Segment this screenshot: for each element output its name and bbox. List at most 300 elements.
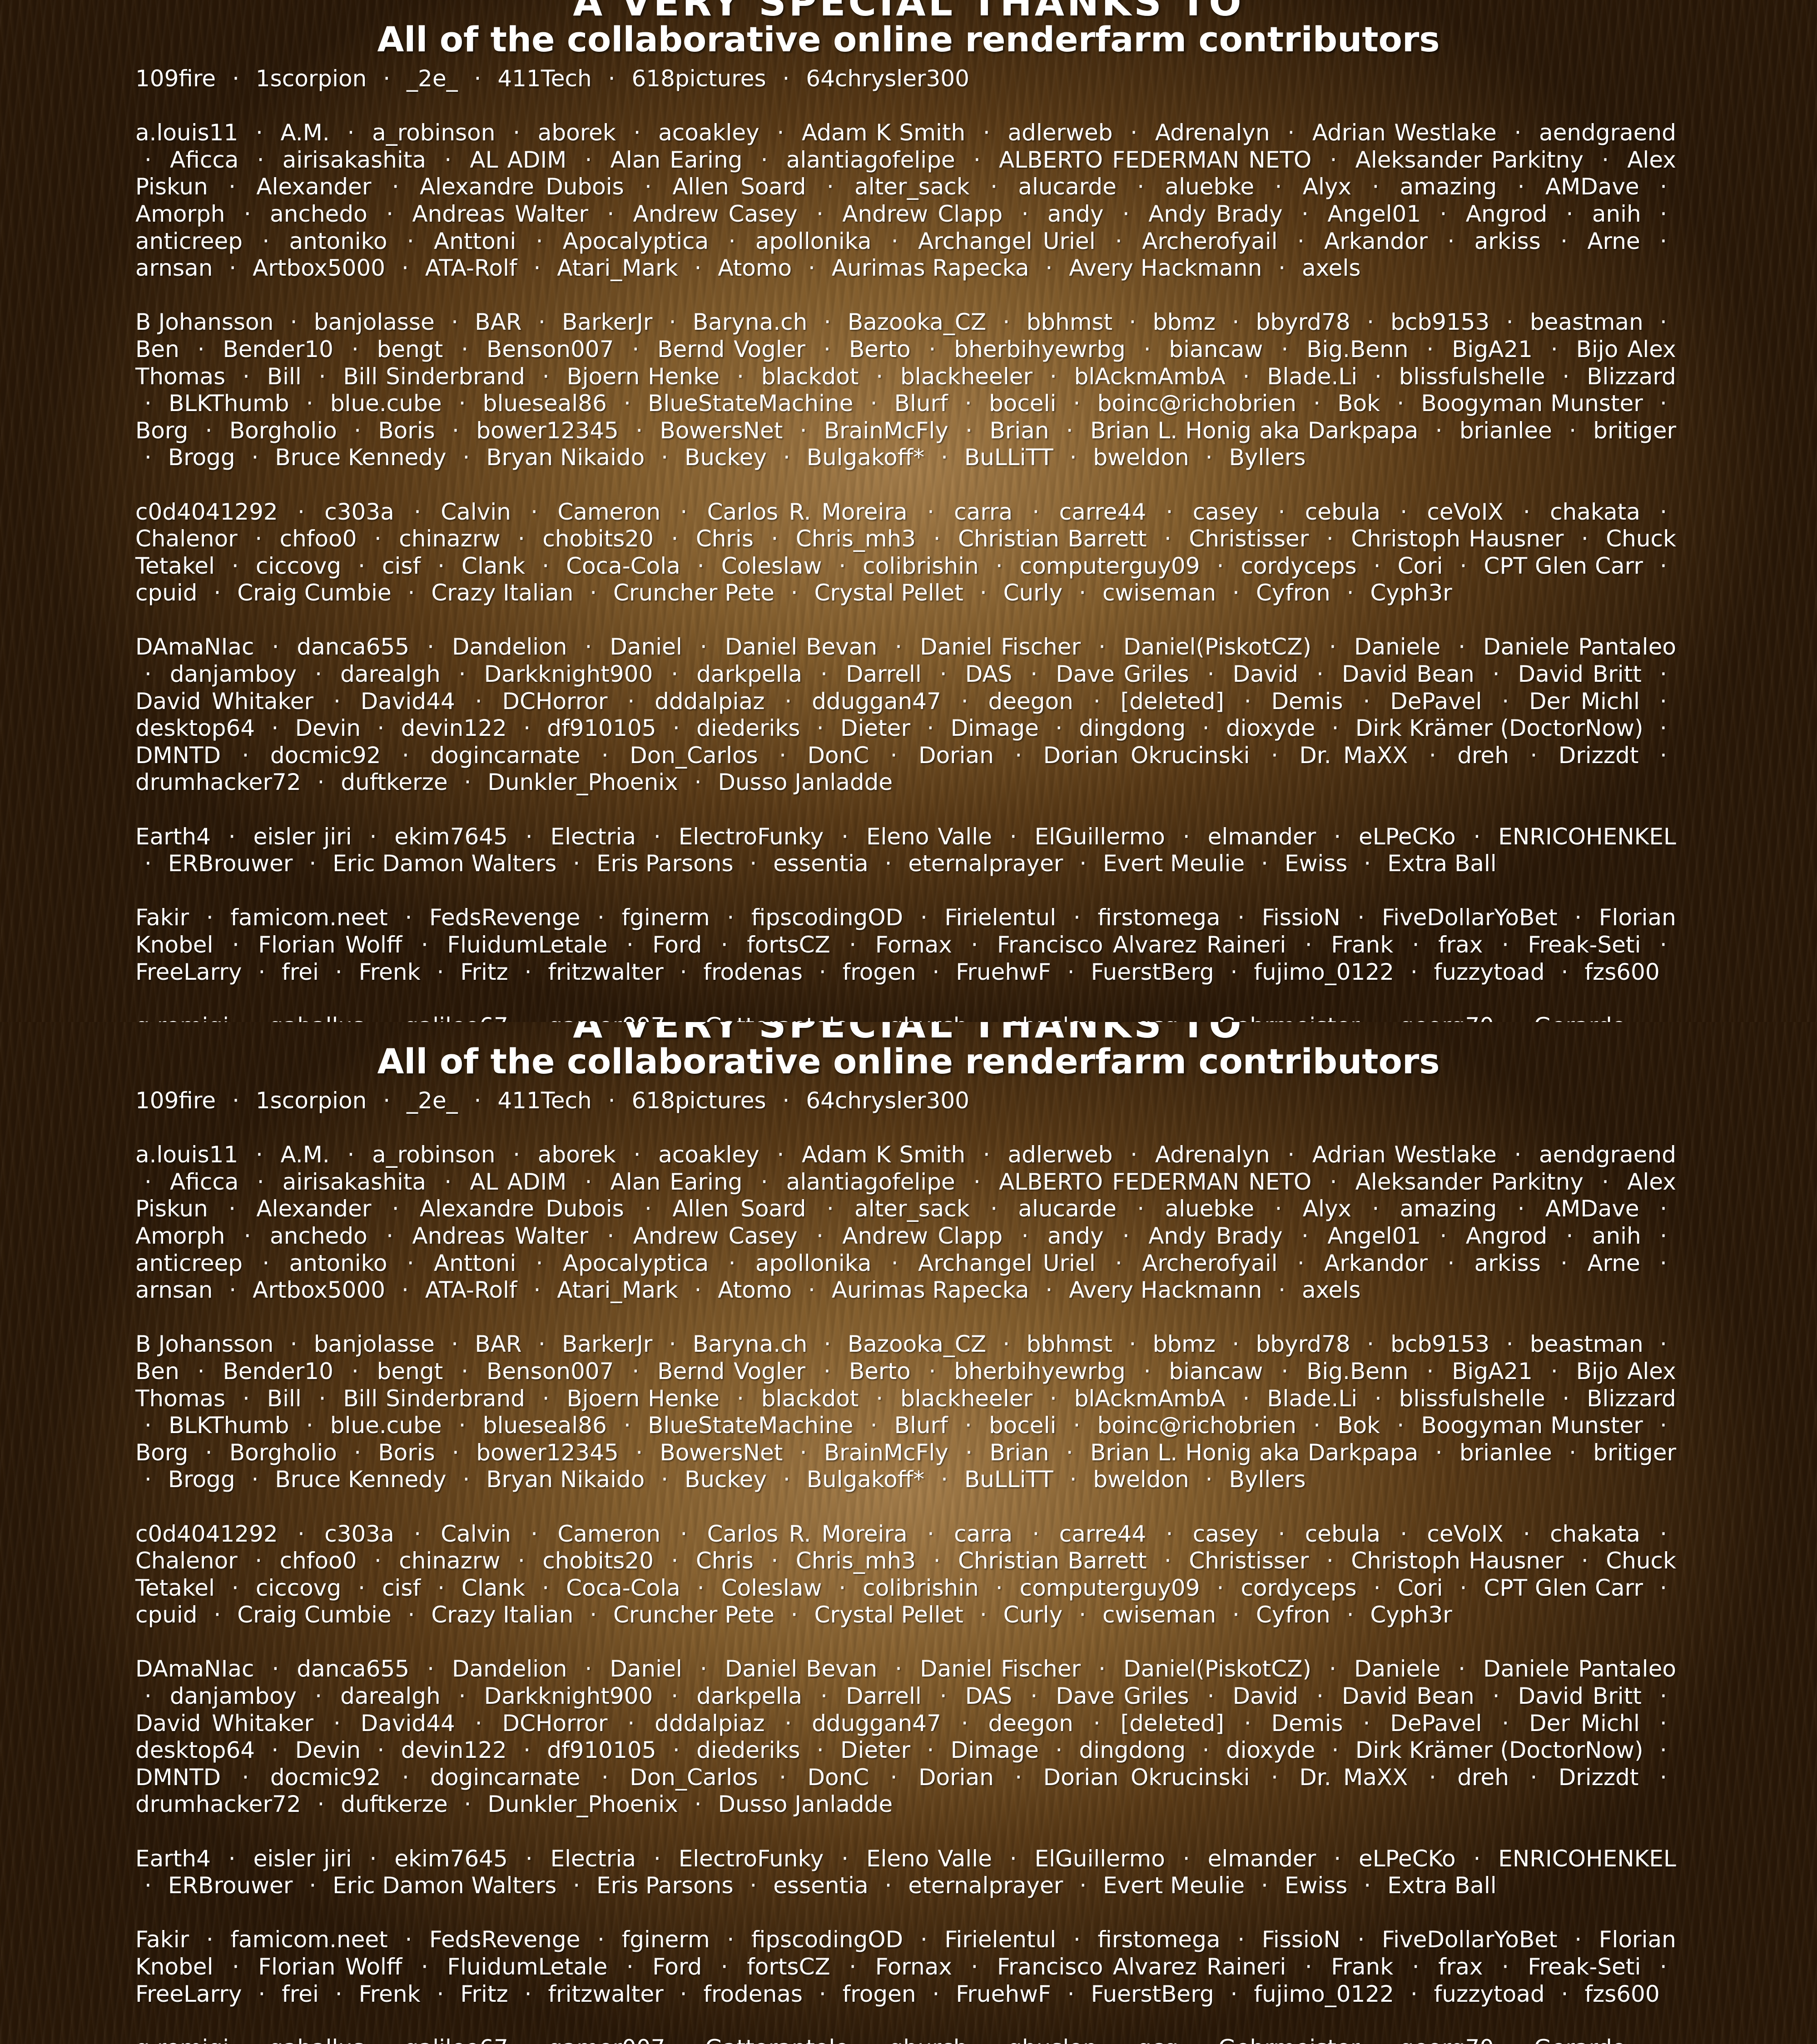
name-separator: · [345,1439,370,1466]
name-separator: · [1269,255,1295,281]
name-separator: · [300,850,325,877]
name-separator: · [527,228,552,254]
contributor-name: Chris_mh3 [796,1548,916,1574]
contributor-name: Allen Soard [672,1196,806,1222]
contributor-name: Artbox5000 [253,1277,385,1303]
name-separator: · [1651,553,1676,579]
name-separator: · [1292,201,1318,227]
contributor-name: anticreep [135,228,243,254]
name-separator: · [660,1331,685,1357]
contributor-name: ATA-Rolf [425,1277,517,1303]
name-separator: · [1493,688,1518,714]
name-separator: · [135,147,161,173]
name-separator: · [247,119,272,146]
contributor-name: ERBrouwer [168,850,293,877]
name-separator: · [374,65,399,92]
name-separator: · [1560,417,1585,444]
name-separator: · [398,1250,423,1276]
name-separator: · [981,1196,1007,1222]
name-separator: · [1354,1710,1379,1736]
name-separator: · [1292,1223,1318,1249]
contributor-name: Calvin [441,499,511,525]
contributor-name: Fakir [135,1926,189,1953]
name-separator: · [1509,174,1534,200]
contributor-name: 64chrysler300 [806,65,969,92]
name-separator: · [1505,119,1530,146]
special-thanks-heading: A VERY SPECIAL THANKS TO [0,1022,1817,1047]
contributor-name: elmander [1208,824,1316,850]
name-separator: · [931,661,956,687]
name-separator: · [393,1764,418,1791]
contributor-name: Bruce Kennedy [275,1466,446,1493]
contributor-name: DCHorror [502,1710,608,1736]
special-thanks-heading: A VERY SPECIAL THANKS TO [0,0,1817,25]
name-separator: · [1565,904,1591,931]
name-separator: · [645,1846,670,1872]
contributor-name: biancaw [1169,336,1263,362]
contributor-name: A.M. [281,119,330,146]
contributor-name: Firielentul [944,904,1056,931]
contributor-name: Dorian Okrucinski [1043,1764,1250,1791]
name-separator: · [450,661,475,687]
name-separator: · [876,1872,901,1899]
name-separator: · [1128,1196,1153,1222]
contributor-name: ekim7645 [394,1846,508,1872]
contributor-name: Borg [135,1439,188,1466]
contributor-name: bower12345 [476,417,619,444]
name-separator: · [521,1521,547,1547]
contributor-name: Drizzdt [1559,742,1639,769]
name-separator: · [233,1385,259,1412]
contributor-name: Blade.Li [1267,1385,1357,1412]
contributor-name: ciccovg [256,1575,341,1601]
name-separator: · [135,850,161,877]
name-separator: · [840,1954,865,1980]
name-separator: · [1041,363,1066,390]
contributor-name: biancaw [1169,1358,1263,1384]
contributor-name: FuerstBerg [1091,959,1214,985]
contributor-name: dingdong [1079,1737,1186,1763]
name-separator: · [1304,390,1330,417]
contributor-name: Aficca [170,147,238,173]
name-separator: · [1651,1250,1676,1276]
name-separator: · [671,1981,696,2007]
contributor-name: David Britt [1518,1683,1642,1709]
contributor-name: colibrishin [863,1575,978,1601]
contributor-name: David Britt [1518,661,1642,687]
contributor-name: Andrew Clapp [842,1223,1003,1249]
contributor-name: Boogyman Munster [1421,390,1643,417]
name-separator: · [886,634,911,660]
contributor-name: cebula [1305,1521,1380,1547]
name-separator: · [1651,174,1676,200]
contributor-name: Bok [1337,1412,1380,1439]
contributor-name: DePavel [1390,1710,1482,1736]
name-separator: · [235,1223,260,1249]
contributor-name: Cori [1398,1575,1443,1601]
contributor-name: deegon [988,1710,1073,1736]
contributor-name: bcb9153 [1390,309,1489,335]
name-separator: · [768,119,793,146]
contributor-name: Dr. MaXX [1299,1764,1408,1791]
contributors-heading: All of the collaborative online renderfarm contributors [0,19,1817,60]
contributor-name: Andrew Clapp [842,201,1003,227]
name-separator: · [233,742,258,769]
contributor-name: Dunkler_Phoenix [487,769,678,795]
name-separator: · [324,688,350,714]
contributor-name: Borgholio [229,417,337,444]
name-separator: · [652,1466,677,1493]
contributor-name: Borgholio [229,1439,337,1466]
name-separator: · [964,147,990,173]
contributor-name: Florian Knobel [135,1926,1676,1980]
name-separator: · [882,1250,908,1276]
contributor-name: eisler jiri [253,1846,352,1872]
name-separator: · [685,255,710,281]
name-separator: · [1198,1683,1224,1709]
name-separator: · [581,1602,606,1628]
contributor-name: fuzzytoad [1434,959,1545,985]
name-separator: · [1401,959,1427,985]
contributor-name: bcb9153 [1390,1331,1489,1357]
contributor-name: blissfulshelle [1399,1385,1545,1412]
name-separator: · [1070,580,1095,606]
contributor-name: Chuck Tetakel [135,526,1676,579]
contributor-name: DMNTD [135,1764,221,1791]
contributor-name: Chris [696,1548,754,1574]
contributor-name: ALBERTO FEDERMAN NETO [999,1169,1311,1195]
name-separator: · [1269,1521,1295,1547]
contributor-name: blackdot [761,363,859,390]
name-separator: · [219,1196,245,1222]
contributor-name: diederiks [696,1737,800,1763]
contributor-name: bweldon [1093,1466,1189,1493]
name-separator: · [1493,1710,1518,1736]
contributor-name: Bryan Nikaido [486,444,645,471]
name-separator: · [773,1087,799,1114]
contributor-name: ElGuillermo [1035,824,1165,850]
contributor-name: ENRICOHENKEL [1498,1846,1676,1872]
contributor-name: Crazy Italian [431,580,573,606]
contributor-name: Coleslaw [721,1575,822,1601]
contributor-name: BrainMcFly [824,1439,948,1466]
contributor-name: Angel01 [1327,201,1421,227]
contributor-name: Daniele [1354,634,1440,660]
name-separator: · [576,1656,601,1682]
name-separator: · [1223,580,1249,606]
contributor-name: alantiagofelipe [786,147,955,173]
name-separator: · [1354,688,1379,714]
contributor-name: c303a [324,1521,394,1547]
contributor-name: fujimo_0122 [1254,959,1394,985]
contributor-name: Bender10 [223,1358,333,1384]
contributor-name: Eleno Valle [866,824,992,850]
contributor-name: Aleksander Parkitny [1355,147,1584,173]
name-separator: · [840,932,865,958]
name-separator: · [811,1683,837,1709]
name-separator: · [220,255,245,281]
name-separator: · [450,1412,475,1439]
contributor-name: 1scorpion [256,1087,367,1114]
contributor-name: deegon [988,688,1073,714]
contributor-name: airisakashita [283,1169,426,1195]
name-separator: · [338,119,364,146]
contributor-name: Brogg [168,1466,235,1493]
contributor-name: cordyceps [1241,553,1356,579]
name-separator: · [233,1764,258,1791]
name-separator: · [233,363,259,390]
contributor-name: FissioN [1262,1926,1340,1953]
contributor-name: BLKThumb [169,1412,289,1439]
name-separator: · [923,959,948,985]
name-separator: · [306,661,331,687]
name-separator: · [810,959,835,985]
name-separator: · [396,904,421,931]
contributor-name: Adrian Westlake [1312,1141,1497,1168]
contributor-name: cwiseman [1102,580,1216,606]
name-separator: · [1155,1548,1181,1574]
name-separator: · [782,1602,807,1628]
contributor-name: blue.cube [330,1412,442,1439]
contributor-name: banjolasse [314,1331,435,1357]
contributor-name: Berto [849,336,911,362]
name-separator: · [196,417,222,444]
contributor-name: Allen Soard [672,174,806,200]
name-separator: · [592,742,618,769]
contributor-name: apollonika [755,228,872,254]
contributor-name: devin122 [401,1737,507,1763]
name-separator: · [1089,634,1115,660]
contributor-name: Alan Earing [611,1169,743,1195]
contributor-name: Boris [378,417,435,444]
name-separator: · [1157,1521,1182,1547]
name-separator: · [1355,850,1380,877]
contributor-name: David Bean [1342,661,1474,687]
contributor-name: FiveDollarYoBet [1382,904,1558,931]
contributor-name: Christian Barrett [958,526,1147,552]
name-separator: · [326,1981,352,2007]
contributor-name: Byllers [1229,1466,1306,1493]
contributor-name: 64chrysler300 [806,1087,969,1114]
name-separator: · [455,769,481,795]
name-separator: · [1061,444,1086,471]
contributor-name: Freak-Seti [1528,932,1641,958]
name-separator: · [618,688,644,714]
contributor-name: Baryna.ch [693,1331,808,1357]
contributor-name: 618pictures [631,1087,766,1114]
name-separator: · [204,1602,230,1628]
name-separator: · [281,309,307,335]
contributor-name: a_robinson [372,1141,495,1168]
contributor-name: colibrishin [863,553,978,579]
name-separator: · [533,553,558,579]
name-separator: · [1553,1385,1579,1412]
name-separator: · [1135,1358,1160,1384]
contributor-name: boceli [989,1412,1056,1439]
contributor-name: CPT Glen Carr [1484,1575,1643,1601]
contributor-name: Darkknight900 [484,1683,653,1709]
name-separator: · [529,309,555,335]
name-separator: · [1431,1223,1456,1249]
contributor-name: Francisco Alvarez Raineri [997,1954,1286,1980]
name-separator: · [308,1791,334,1817]
contributor-name: Ford [652,932,702,958]
name-separator: · [1557,201,1583,227]
contributor-name: andy [1048,201,1104,227]
contributor-name: chfoo0 [280,526,357,552]
name-separator: · [377,1223,402,1249]
name-separator: · [405,499,430,525]
contributor-name: Dorian [918,1764,994,1791]
name-separator: · [1363,174,1388,200]
contributor-name: Craig Cumbie [237,1602,391,1628]
name-separator: · [598,1223,623,1249]
name-separator: · [1497,309,1523,335]
name-separator: · [1391,1521,1416,1547]
contributor-name: ENRICOHENKEL [1498,824,1676,850]
contributor-name: Cori [1398,553,1443,579]
name-separator: · [962,932,987,958]
contributor-name: Blizzard [1587,1385,1676,1412]
name-separator: · [219,1846,245,1872]
contributor-name: ElectroFunky [679,1846,824,1872]
name-separator: · [712,932,737,958]
name-separator: · [1070,1872,1096,1899]
name-separator: · [1120,1331,1145,1357]
name-separator: · [345,417,370,444]
contributor-name: Chalenor [135,526,238,552]
contributor-name: arkiss [1474,1250,1541,1276]
name-separator: · [718,1926,743,1953]
name-separator: · [235,201,260,227]
name-separator: · [533,363,559,390]
contributor-name: amazing [1400,1196,1497,1222]
name-separator: · [223,553,248,579]
contributor-name: Blurf [894,1412,948,1439]
name-separator: · [428,1575,454,1601]
name-separator: · [135,1872,161,1899]
contributor-name: Alexander [256,1196,371,1222]
name-separator: · [662,661,687,687]
contributor-name: anih [1592,201,1641,227]
name-separator: · [720,1250,745,1276]
contributor-name: FedsRevenge [429,1926,580,1953]
contributor-name: Archangel Uriel [918,228,1096,254]
contributor-name: DAS [965,1683,1013,1709]
name-separator: · [626,417,652,444]
contributor-name: Evert Meulie [1103,850,1245,877]
contributor-name: Fornax [875,1954,952,1980]
contributor-name: Fakir [135,904,189,931]
name-separator: · [1552,959,1578,985]
contributor-name: blissfulshelle [1399,363,1545,390]
name-separator: · [442,1331,467,1357]
name-separator: · [454,444,479,471]
contributor-name: bbmz [1153,1331,1216,1357]
contributor-name: Clank [462,1575,525,1601]
name-separator: · [1228,1926,1254,1953]
contributor-name: DCHorror [502,688,608,714]
contributor-name: chinazrw [399,526,500,552]
contributor-name: frax [1438,932,1483,958]
name-separator: · [361,1846,386,1872]
contributor-name: blAckmAmbA [1074,363,1226,390]
contributor-name: Coca-Cola [566,1575,680,1601]
name-separator: · [1365,363,1391,390]
contributor-name: Daniele Pantaleo [1483,634,1676,660]
contributor-name: CPT Glen Carr [1484,553,1643,579]
name-separator: · [599,65,625,92]
contributor-name: Alex Piskun [135,147,1676,200]
name-separator: · [685,1277,710,1303]
name-separator: · [1493,1954,1518,1980]
name-separator: · [623,336,648,362]
contributor-name: c0d4041292 [135,1521,278,1547]
contributor-name: Daniel Fischer [920,634,1081,660]
contributor-name: DAS [965,661,1013,687]
contributor-name: Daniel(PiskotCZ) [1123,1656,1311,1682]
name-separator: · [428,553,454,579]
name-separator: · [1064,904,1090,931]
contributor-name: Daniele [1354,1656,1440,1682]
name-separator: · [1593,147,1618,173]
contributor-name: Fritz [460,1981,508,2007]
contributor-name: Atomo [718,255,792,281]
contributor-name: fritzwalter [548,1981,663,2007]
name-separator: · [1417,336,1443,362]
name-separator: · [1006,1764,1031,1791]
name-separator: · [652,444,677,471]
name-separator: · [645,824,670,850]
name-separator: · [1542,336,1567,362]
name-separator: · [288,1521,314,1547]
name-separator: · [962,1954,987,1980]
name-separator: · [1252,1872,1277,1899]
contributor-name: Cyph3r [1370,580,1452,606]
contributor-name: blackdot [761,1385,859,1412]
name-separator: · [361,824,386,850]
name-separator: · [987,553,1012,579]
name-separator: · [625,1141,650,1168]
contributor-name: Christian Barrett [958,1548,1147,1574]
name-separator: · [774,1466,799,1493]
contributor-name: Chuck Tetakel [135,1548,1676,1601]
name-separator: · [770,742,795,769]
name-separator: · [223,1954,248,1980]
contributor-name: airisakashita [283,147,426,173]
contributor-name: FissioN [1262,904,1340,931]
name-separator: · [1438,1250,1464,1276]
name-separator: · [1128,174,1153,200]
contributor-name: alter_sack [854,1196,970,1222]
name-separator: · [1307,1683,1333,1709]
contributor-name: Bill Sinderbrand [343,363,525,390]
contributor-name: Earth4 [135,1846,211,1872]
name-separator: · [1325,1846,1350,1872]
contributor-name: Brian [989,417,1049,444]
name-separator: · [1509,1196,1534,1222]
name-separator: · [1651,1331,1676,1357]
name-separator: · [1307,661,1333,687]
contributor-name: Bill [267,1385,302,1412]
contributor-name: Bernd Vogler [657,336,805,362]
contributor-name: FuerstBerg [1091,1981,1214,2007]
contributor-name: BigA21 [1452,1358,1533,1384]
contributor-name: chobits20 [542,526,654,552]
name-separator: · [1551,228,1577,254]
contributor-name: Bjoern Henke [566,363,720,390]
name-separator: · [829,553,855,579]
